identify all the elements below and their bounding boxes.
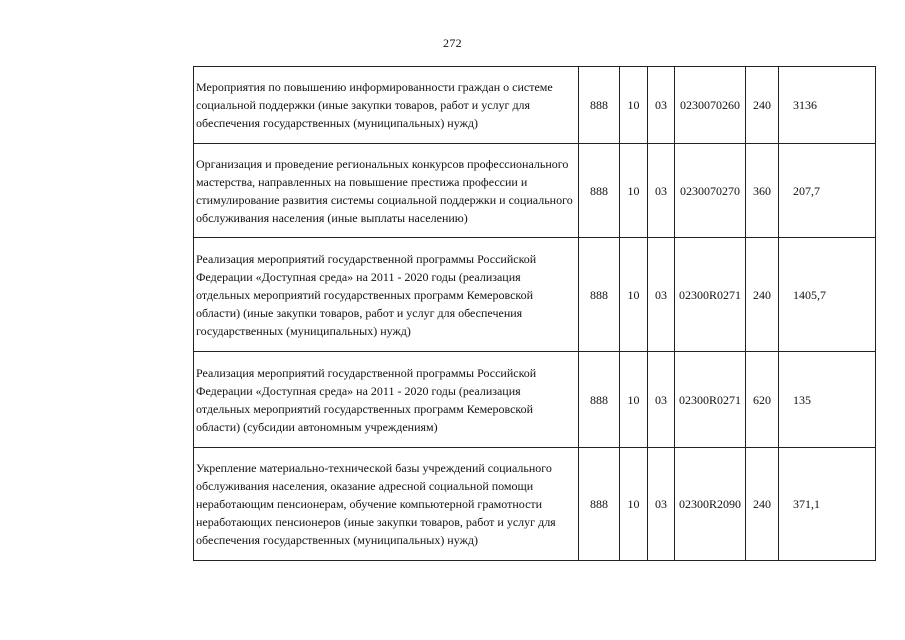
- amount: 1405,7: [779, 238, 876, 352]
- table-row: [194, 352, 876, 448]
- expense-type-code: 240: [746, 67, 779, 144]
- target-article-code: 02300R2090: [675, 448, 746, 561]
- budget-table: [193, 66, 876, 561]
- target-article-code: 02300R0271: [675, 352, 746, 448]
- expense-type-code: 240: [746, 448, 779, 561]
- ministry-code: 888: [579, 67, 620, 144]
- table-row: [194, 144, 876, 238]
- amount: 135: [779, 352, 876, 448]
- expense-type-code: 360: [746, 144, 779, 238]
- table-row: [194, 448, 876, 561]
- subsection-code: 03: [648, 352, 675, 448]
- ministry-code: 888: [579, 352, 620, 448]
- section-code: 10: [620, 238, 648, 352]
- table-row: [194, 238, 876, 352]
- row-description: Укрепление материально-технической базы учреждений социального обслуживания населения, оказание адресной социальной помощи неработающим пенсионерам, обучение компьютерной грамотности неработающих пенсионеров (иные закупки товаров, работ и услуг для обеспечения государственных (муниципальных) нужд): [194, 448, 579, 561]
- row-description: Организация и проведение региональных конкурсов профессионального мастерства, направленных на повышение престижа профессии и стимулирование развития системы социальной поддержки и социального обслуживания населения (иные выплаты населению): [194, 144, 579, 238]
- subsection-code: 03: [648, 448, 675, 561]
- amount: 207,7: [779, 144, 876, 238]
- row-description: Реализация мероприятий государственной программы Российской Федерации «Доступная среда» на 2011 - 2020 годы (реализация отдельных мероприятий государственных программ Кемеровской области) (субсидии автономным учреждениям): [194, 352, 579, 448]
- table-row: [194, 67, 876, 144]
- ministry-code: 888: [579, 448, 620, 561]
- target-article-code: 0230070260: [675, 67, 746, 144]
- section-code: 10: [620, 67, 648, 144]
- target-article-code: 0230070270: [675, 144, 746, 238]
- row-description: Мероприятия по повышению информированности граждан о системе социальной поддержки (иные закупки товаров, работ и услуг для обеспечения государственных (муниципальных) нужд): [194, 67, 579, 144]
- subsection-code: 03: [648, 144, 675, 238]
- expense-type-code: 620: [746, 352, 779, 448]
- subsection-code: 03: [648, 67, 675, 144]
- ministry-code: 888: [579, 238, 620, 352]
- page-number: 272: [443, 36, 462, 50]
- amount: 3136: [779, 67, 876, 144]
- amount: 371,1: [779, 448, 876, 561]
- expense-type-code: 240: [746, 238, 779, 352]
- section-code: 10: [620, 448, 648, 561]
- target-article-code: 02300R0271: [675, 238, 746, 352]
- section-code: 10: [620, 144, 648, 238]
- subsection-code: 03: [648, 238, 675, 352]
- ministry-code: 888: [579, 144, 620, 238]
- section-code: 10: [620, 352, 648, 448]
- row-description: Реализация мероприятий государственной программы Российской Федерации «Доступная среда» на 2011 - 2020 годы (реализация отдельных мероприятий государственных программ Кемеровской области) (иные закупки товаров, работ и услуг для обеспечения государственных (муниципальных) нужд): [194, 238, 579, 352]
